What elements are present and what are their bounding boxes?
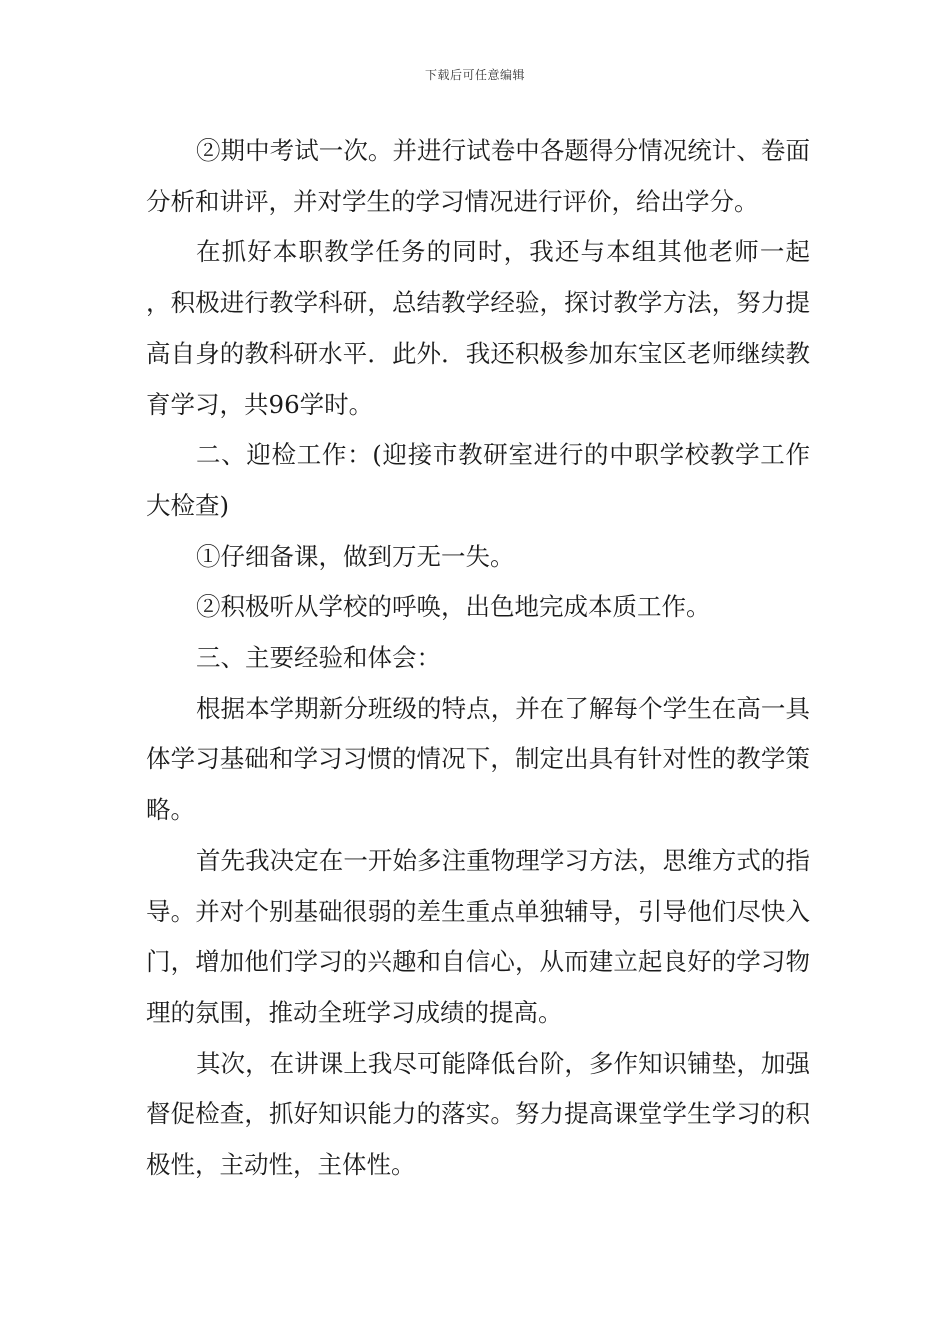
paragraph-teaching-research: 在抓好本职教学任务的同时，我还与本组其他老师一起 ，积极进行教学科研，总结教学经验，探讨教学方法，努力提高自身的教科研水平．此外．我还积极参加东宝区老师继续教育学习，共96学时。 bbox=[146, 237, 810, 419]
paragraph-careful-preparation: ①仔细备课，做到万无一失。 bbox=[196, 541, 515, 571]
paragraph-experience-heading: 三、主要经验和体会： bbox=[196, 643, 441, 673]
paragraph-learning-methods: 首先我决定在一开始多注重物理学习方法，思维方式的指导。并对个别基础很弱的差生重点单独辅导，引导他们尽快入门，增加他们学习的兴趣和自信心，从而建立起良好的学习物理的氛围，推动全班学习成绩的提高。 bbox=[146, 845, 810, 1027]
header-note: 下载后可任意编辑 bbox=[424, 68, 525, 82]
paragraph-teaching-strategy: 根据本学期新分班级的特点，并在了解每个学生在高一具体学习基础和学习习惯的情况下，制定出具有针对性的教学策略。 bbox=[146, 693, 810, 825]
paragraph-follow-school: ②积极听从学校的呼唤，出色地完成本质工作。 bbox=[196, 592, 711, 622]
paragraph-midterm-exam: ②期中考试一次。并进行试卷中各题得分情况统计、卷面分析和讲评，并对学生的学习情况进行评价，给出学分。 bbox=[146, 136, 810, 216]
document-body bbox=[146, 126, 810, 1191]
paragraph-inspection-heading: 二、迎检工作：(迎接市教研室进行的中职学校教学工作大检查) bbox=[146, 440, 810, 520]
paragraph-lecture-approach: 其次，在讲课上我尽可能降低台阶，多作知识铺垫，加强督促检查，抓好知识能力的落实。努力提高课堂学生学习的积极性，主动性，主体性。 bbox=[146, 1048, 810, 1180]
